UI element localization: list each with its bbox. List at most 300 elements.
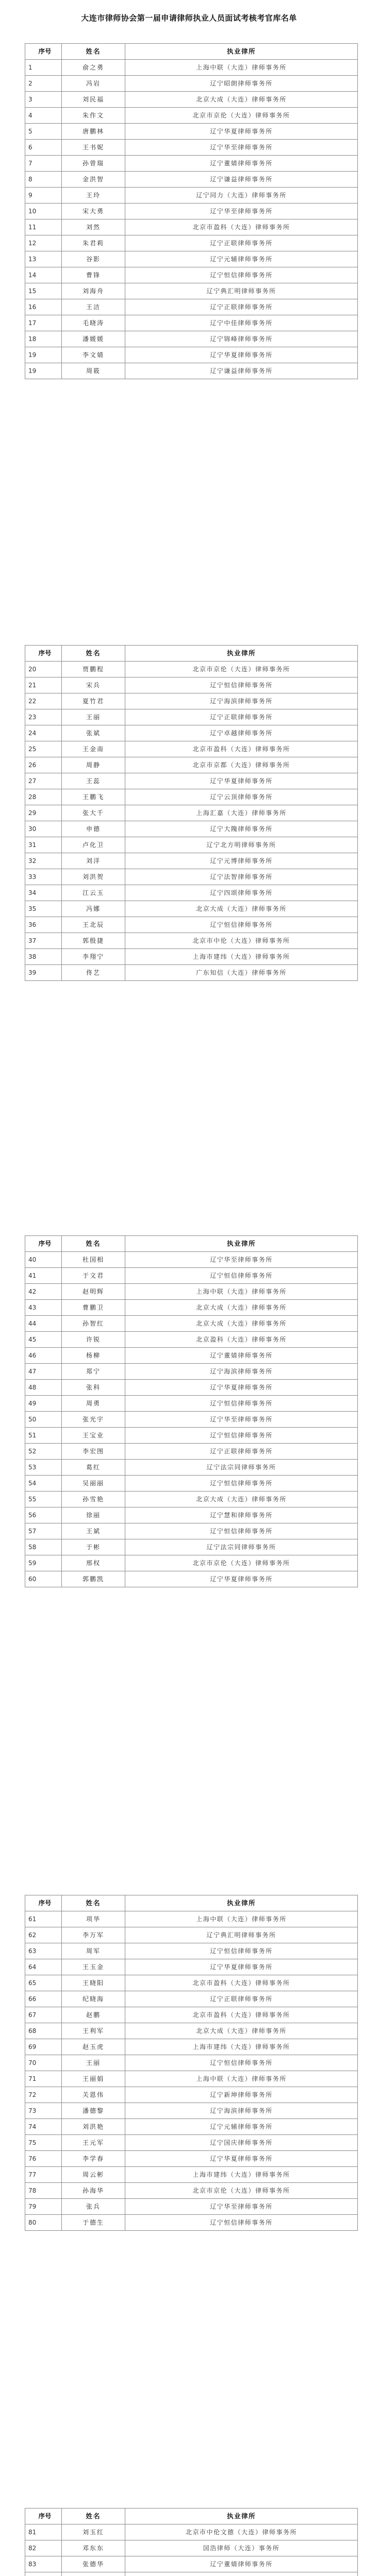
row-number: 24 [25, 725, 62, 741]
examiner-name: 王书妮 [62, 140, 125, 156]
law-firm-name: 辽宁中佳律师事务所 [125, 315, 358, 331]
law-firm-name: 北京市盈科（大连）律师事务所 [125, 1975, 358, 1991]
law-firm-name: 辽宁法智律师事务所 [125, 869, 358, 885]
examiner-name: 孙雪艳 [62, 1492, 125, 1507]
row-number: 36 [25, 917, 62, 933]
examiner-name: 毛晓涛 [62, 315, 125, 331]
table-row [25, 1284, 358, 1300]
table-row [25, 1555, 358, 1571]
table-row [25, 725, 358, 741]
law-firm-name: 辽宁华夏律师事务所 [125, 1959, 358, 1975]
law-firm-name: 北京市中伦文德（大连）律师事务所 [125, 2524, 358, 2540]
header-no: 序号 [25, 1895, 62, 1911]
row-number: 18 [25, 331, 62, 347]
law-firm-name: 北京市京伦（大连）律师事务所 [125, 1555, 358, 1571]
table-row [25, 933, 358, 949]
law-firm-name: 辽宁元辅律师事务所 [125, 2119, 358, 2135]
row-number: 16 [25, 299, 62, 315]
examiner-name: 王金南 [62, 741, 125, 757]
examiner-name: 潘德黎 [62, 2103, 125, 2119]
examiner-name: 江云玉 [62, 885, 125, 901]
law-firm-name: 辽宁谦益律师事务所 [125, 363, 358, 379]
row-number: 1 [25, 60, 62, 76]
roster-table [25, 645, 358, 981]
law-firm-name: 辽宁云顶律师事务所 [125, 789, 358, 805]
roster-page-3 [25, 1235, 353, 1587]
row-number: 48 [25, 1380, 62, 1396]
law-firm-name: 辽宁正联律师事务所 [125, 1444, 358, 1460]
table-row [25, 965, 358, 981]
table-row [25, 1412, 358, 1428]
law-firm-name: 辽宁海滨律师事务所 [125, 2103, 358, 2119]
header-name: 姓名 [62, 2509, 125, 2524]
law-firm-name: 辽宁恒信律师事务所 [125, 2215, 358, 2231]
table-row [25, 363, 358, 379]
law-firm-name: 辽宁同力（大连）律师事务所 [125, 188, 358, 204]
examiner-name: 周筱 [62, 363, 125, 379]
header-name: 姓名 [62, 44, 125, 60]
row-number: 32 [25, 853, 62, 869]
law-firm-name: 辽宁法宗同律师事务所 [125, 1460, 358, 1476]
law-firm-name: 广东知信（大连）律师事务所 [125, 965, 358, 981]
row-number: 5 [25, 124, 62, 140]
table-header-row [25, 1236, 358, 1252]
table-row [25, 662, 358, 677]
row-number: 2 [25, 76, 62, 92]
row-number: 47 [25, 1364, 62, 1380]
examiner-name: 朱君莉 [62, 235, 125, 251]
law-firm-name: 北京大成（大连）律师事务所 [125, 2023, 358, 2039]
examiner-name: 周勇 [62, 1396, 125, 1412]
law-firm-name: 辽宁国庆律师事务所 [125, 2135, 358, 2151]
examiner-name: 唐鹏林 [62, 124, 125, 140]
row-number: 43 [25, 1300, 62, 1316]
law-firm-name: 辽宁华夏律师事务所 [125, 124, 358, 140]
row-number: 23 [25, 709, 62, 725]
table-row [25, 2023, 358, 2039]
row-number: 34 [25, 885, 62, 901]
examiner-name: 李学春 [62, 2151, 125, 2167]
examiner-name: 王斌 [62, 1523, 125, 1539]
header-firm: 执业律所 [125, 1895, 358, 1911]
table-row [25, 1507, 358, 1523]
examiner-name: 赵鹏 [62, 2007, 125, 2023]
examiner-name: 邢权 [62, 1555, 125, 1571]
law-firm-name: 辽宁四颂律师事务所 [125, 885, 358, 901]
examiner-name: 王丽 [62, 709, 125, 725]
row-number: 41 [25, 1268, 62, 1284]
table-row [25, 1523, 358, 1539]
law-firm-name: 辽宁董婧律师事务所 [125, 1348, 358, 1364]
row-number: 38 [25, 949, 62, 965]
law-firm-name: 上海市建纬（大连）律师事务所 [125, 949, 358, 965]
examiner-name: 郑宁 [62, 1364, 125, 1380]
row-number: 56 [25, 1507, 62, 1523]
examiner-name: 曹锋 [62, 267, 125, 283]
table-row [25, 235, 358, 251]
row-number: 45 [25, 1332, 62, 1348]
law-firm-name: 辽宁华夏律师事务所 [125, 1380, 358, 1396]
law-firm-name: 辽宁华夏律师事务所 [125, 1571, 358, 1587]
row-number: 61 [25, 1911, 62, 1927]
table-row [25, 1943, 358, 1959]
header-no: 序号 [25, 1236, 62, 1252]
row-number: 13 [25, 251, 62, 267]
examiner-name: 贾鹏程 [62, 662, 125, 677]
examiner-name: 吴丽丽 [62, 1476, 125, 1492]
row-number: 76 [25, 2151, 62, 2167]
table-row [25, 2556, 358, 2572]
row-number: 11 [25, 219, 62, 235]
law-firm-name: 辽宁华至律师事务所 [125, 1252, 358, 1268]
row-number: 8 [25, 172, 62, 188]
law-firm-name: 辽宁正联律师事务所 [125, 709, 358, 725]
examiner-name: 王洁 [62, 299, 125, 315]
row-number: 33 [25, 869, 62, 885]
law-firm-name: 北京市京伦（大连）律师事务所 [125, 108, 358, 124]
table-row [25, 837, 358, 853]
law-firm-name: 辽宁恒信律师事务所 [125, 1943, 358, 1959]
table-row [25, 347, 358, 363]
examiner-name: 王元军 [62, 2135, 125, 2151]
law-firm-name: 辽宁新坤律师事务所 [125, 2087, 358, 2103]
row-number: 46 [25, 1348, 62, 1364]
table-row [25, 1380, 358, 1396]
table-row [25, 917, 358, 933]
row-number: 79 [25, 2199, 62, 2215]
row-number: 26 [25, 757, 62, 773]
table-row [25, 2167, 358, 2183]
examiner-name: 张兵 [62, 2199, 125, 2215]
table-row [25, 2199, 358, 2215]
row-number: 51 [25, 1428, 62, 1444]
table-row [25, 789, 358, 805]
table-row [25, 677, 358, 693]
law-firm-name: 辽宁元辅律师事务所 [125, 251, 358, 267]
row-number: 75 [25, 2135, 62, 2151]
table-row [25, 2055, 358, 2071]
table-row [25, 741, 358, 757]
law-firm-name: 北京市中伦（大连）律师事务所 [125, 933, 358, 949]
table-row [25, 2007, 358, 2023]
table-row [25, 1911, 358, 1927]
law-firm-name: 辽宁海滨律师事务所 [125, 1364, 358, 1380]
header-firm: 执业律所 [125, 1236, 358, 1252]
law-firm-name: 辽宁董婧律师事务所 [125, 2556, 358, 2572]
row-number: 57 [25, 1523, 62, 1539]
row-number: 12 [25, 235, 62, 251]
law-firm-name: 辽宁恒信律师事务所 [125, 1396, 358, 1412]
examiner-name: 宋兵 [62, 677, 125, 693]
table-row [25, 2103, 358, 2119]
examiner-name: 宋大勇 [62, 204, 125, 219]
row-number: 17 [25, 315, 62, 331]
row-number: 74 [25, 2119, 62, 2135]
examiner-name: 刘海舟 [62, 283, 125, 299]
examiner-name: 张德华 [62, 2556, 125, 2572]
roster-page-1 [25, 43, 353, 379]
examiner-name: 刘民福 [62, 92, 125, 108]
table-row [25, 693, 358, 709]
row-number: 82 [25, 2540, 62, 2556]
row-number: 3 [25, 92, 62, 108]
row-number: 4 [25, 108, 62, 124]
row-number: 77 [25, 2167, 62, 2183]
roster-table [25, 43, 358, 379]
row-number: 29 [25, 805, 62, 821]
examiner-name: 孙智红 [62, 1316, 125, 1332]
law-firm-name: 辽宁华夏律师事务所 [125, 2151, 358, 2167]
table-row [25, 1492, 358, 1507]
law-firm-name: 北京市盈科（大连）律师事务所 [125, 219, 358, 235]
examiner-name: 刘然 [62, 219, 125, 235]
law-firm-name: 北京市京都（大连）律师事务所 [125, 757, 358, 773]
row-number [25, 2572, 62, 2576]
row-number: 58 [25, 1539, 62, 1555]
law-firm-name: 辽宁恒信律师事务所 [125, 267, 358, 283]
table-row [25, 757, 358, 773]
examiner-name: 周军 [62, 1943, 125, 1959]
examiner-name: 项华 [62, 1911, 125, 1927]
law-firm-name: 辽宁元博律师事务所 [125, 853, 358, 869]
row-number: 69 [25, 2039, 62, 2055]
table-row [25, 821, 358, 837]
row-number: 22 [25, 693, 62, 709]
table-header-row [25, 2509, 358, 2524]
row-number: 50 [25, 1412, 62, 1428]
row-number: 55 [25, 1492, 62, 1507]
law-firm-name: 上海中联（大连）律师事务所 [125, 2071, 358, 2087]
law-firm-name: 辽宁法宗同律师事务所 [125, 1539, 358, 1555]
law-firm-name: 辽宁典汇明律师事务所 [125, 283, 358, 299]
row-number: 15 [25, 283, 62, 299]
examiner-name: 潘媛媛 [62, 331, 125, 347]
document-title: 大连市律师协会第一届申请律师执业人员面试考核考官库名单 [81, 13, 297, 23]
examiner-name: 刘洪贺 [62, 869, 125, 885]
examiner-name: 李翔宁 [62, 949, 125, 965]
table-row [25, 1975, 358, 1991]
table-row [25, 901, 358, 917]
row-number: 14 [25, 267, 62, 283]
examiner-name [62, 2572, 125, 2576]
law-firm-name: 辽宁董婧律师事务所 [125, 156, 358, 172]
examiner-name: 王丽 [62, 2055, 125, 2071]
law-firm-name: 辽宁华至律师事务所 [125, 2199, 358, 2215]
law-firm-name: 北京大成（大连）律师事务所 [125, 1300, 358, 1316]
row-number: 60 [25, 1571, 62, 1587]
table-row [25, 1428, 358, 1444]
law-firm-name: 上海中联（大连）律师事务所 [125, 1911, 358, 1927]
law-firm-name: 上海中联（大连）律师事务所 [125, 1284, 358, 1300]
row-number: 25 [25, 741, 62, 757]
examiner-name: 申德 [62, 821, 125, 837]
law-firm-name: 辽宁恒信律师事务所 [125, 2055, 358, 2071]
table-row [25, 2039, 358, 2055]
examiner-name: 王晓阳 [62, 1975, 125, 1991]
law-firm-name: 辽宁恒信律师事务所 [125, 917, 358, 933]
examiner-name: 刘玉红 [62, 2524, 125, 2540]
examiner-name: 郭鹏凯 [62, 1571, 125, 1587]
table-row [25, 315, 358, 331]
table-header-row [25, 1895, 358, 1911]
header-no: 序号 [25, 44, 62, 60]
law-firm-name: 辽宁慧和律师事务所 [125, 1507, 358, 1523]
table-row [25, 869, 358, 885]
examiner-name: 王蕊 [62, 773, 125, 789]
examiner-name: 于文君 [62, 1268, 125, 1284]
row-number: 72 [25, 2087, 62, 2103]
examiner-name: 李万军 [62, 1927, 125, 1943]
row-number: 10 [25, 204, 62, 219]
examiner-name: 杜国相 [62, 1252, 125, 1268]
table-row [25, 76, 358, 92]
table-row [25, 108, 358, 124]
table-row [25, 60, 358, 76]
examiner-name: 李宏图 [62, 1444, 125, 1460]
row-number: 6 [25, 140, 62, 156]
table-row [25, 2524, 358, 2540]
law-firm-name: 北京市盈科（大连）律师事务所 [125, 2007, 358, 2023]
law-firm-name: 北京大成（大连）律师事务所 [125, 92, 358, 108]
table-row [25, 1571, 358, 1587]
table-row [25, 1348, 358, 1364]
examiner-name: 王宝业 [62, 1428, 125, 1444]
table-row [25, 1460, 358, 1476]
row-number: 52 [25, 1444, 62, 1460]
examiner-name: 孙海华 [62, 2183, 125, 2199]
examiner-name: 赵玉虎 [62, 2039, 125, 2055]
table-row [25, 1959, 358, 1975]
examiner-name: 关恩伟 [62, 2087, 125, 2103]
law-firm-name: 北京大成（大连）律师事务所 [125, 1316, 358, 1332]
examiner-name: 张光宇 [62, 1412, 125, 1428]
examiner-name: 于彬 [62, 1539, 125, 1555]
row-number: 19 [25, 363, 62, 379]
examiner-name: 刘洪艳 [62, 2119, 125, 2135]
header-no: 序号 [25, 646, 62, 662]
row-number: 63 [25, 1943, 62, 1959]
law-firm-name: 辽宁华至律师事务所 [125, 204, 358, 219]
examiner-name: 葛红 [62, 1460, 125, 1476]
examiner-name: 邓东东 [62, 2540, 125, 2556]
table-row [25, 299, 358, 315]
roster-page-5 [25, 2508, 353, 2576]
law-firm-name: 辽宁典汇明律师事务所 [125, 1927, 358, 1943]
law-firm-name: 辽宁恒信律师事务所 [125, 1268, 358, 1284]
examiner-name: 曹鹏卫 [62, 1300, 125, 1316]
table-header-row [25, 646, 358, 662]
row-number: 68 [25, 2023, 62, 2039]
table-row [25, 773, 358, 789]
law-firm-name: 辽宁锦峰律师事务所 [125, 331, 358, 347]
law-firm-name: 辽宁谦益律师事务所 [125, 172, 358, 188]
examiner-name: 于德生 [62, 2215, 125, 2231]
header-name: 姓名 [62, 1895, 125, 1911]
table-row [25, 251, 358, 267]
row-number: 70 [25, 2055, 62, 2071]
header-name: 姓名 [62, 1236, 125, 1252]
table-row [25, 2119, 358, 2135]
table-row [25, 2183, 358, 2199]
law-firm-name: 上海汇嘉（大连）律师事务所 [125, 805, 358, 821]
examiner-name: 张大千 [62, 805, 125, 821]
examiner-name: 金洪智 [62, 172, 125, 188]
law-firm-name: 辽宁恒信律师事务所 [125, 1476, 358, 1492]
row-number: 65 [25, 1975, 62, 1991]
law-firm-name: 国浩律师（大连）事务所 [125, 2540, 358, 2556]
header-no: 序号 [25, 2509, 62, 2524]
law-firm-name: 北京市盈科（大连）律师事务所 [125, 741, 358, 757]
law-firm-name [125, 2572, 358, 2576]
row-number: 37 [25, 933, 62, 949]
table-row [25, 1316, 358, 1332]
table-row [25, 2151, 358, 2167]
law-firm-name: 辽宁华夏律师事务所 [125, 773, 358, 789]
row-number: 44 [25, 1316, 62, 1332]
examiner-name: 谷影 [62, 251, 125, 267]
row-number: 59 [25, 1555, 62, 1571]
row-number: 42 [25, 1284, 62, 1300]
examiner-name: 纪晓海 [62, 1991, 125, 2007]
roster-page-4 [25, 1895, 353, 2231]
row-number: 21 [25, 677, 62, 693]
examiner-name: 张斌 [62, 725, 125, 741]
row-number: 49 [25, 1396, 62, 1412]
examiner-name: 王玲 [62, 188, 125, 204]
law-firm-name: 辽宁卓越律师事务所 [125, 725, 358, 741]
law-firm-name: 辽宁恒信律师事务所 [125, 1523, 358, 1539]
table-row [25, 2215, 358, 2231]
examiner-name: 王北辰 [62, 917, 125, 933]
table-row [25, 124, 358, 140]
table-row [25, 140, 358, 156]
table-row [25, 2540, 358, 2556]
row-number: 35 [25, 901, 62, 917]
table-header-row [25, 44, 358, 60]
row-number: 7 [25, 156, 62, 172]
examiner-name: 冯岩 [62, 76, 125, 92]
law-firm-name: 辽宁恒信律师事务所 [125, 1428, 358, 1444]
examiner-name: 刘洋 [62, 853, 125, 869]
row-number: 83 [25, 2556, 62, 2572]
examiner-name: 许锐 [62, 1332, 125, 1348]
table-row [25, 92, 358, 108]
row-number: 30 [25, 821, 62, 837]
table-row [25, 188, 358, 204]
roster-table [25, 1895, 358, 2231]
law-firm-name: 辽宁正联律师事务所 [125, 235, 358, 251]
row-number: 19 [25, 347, 62, 363]
table-row [25, 1927, 358, 1943]
law-firm-name: 北京大成（大连）律师事务所 [125, 901, 358, 917]
row-number: 64 [25, 1959, 62, 1975]
examiner-name: 张科 [62, 1380, 125, 1396]
law-firm-name: 北京市京伦（大连）律师事务所 [125, 2183, 358, 2199]
law-firm-name: 辽宁华至律师事务所 [125, 140, 358, 156]
law-firm-name: 辽宁正联律师事务所 [125, 299, 358, 315]
row-number: 9 [25, 188, 62, 204]
law-firm-name: 北京市京伦（大连）律师事务所 [125, 662, 358, 677]
table-row [25, 2071, 358, 2087]
row-number: 40 [25, 1252, 62, 1268]
table-row [25, 1476, 358, 1492]
table-row [25, 805, 358, 821]
table-row [25, 1364, 358, 1380]
table-row [25, 204, 358, 219]
table-row [25, 2135, 358, 2151]
row-number: 71 [25, 2071, 62, 2087]
law-firm-name: 北京大成（大连）律师事务所 [125, 1492, 358, 1507]
